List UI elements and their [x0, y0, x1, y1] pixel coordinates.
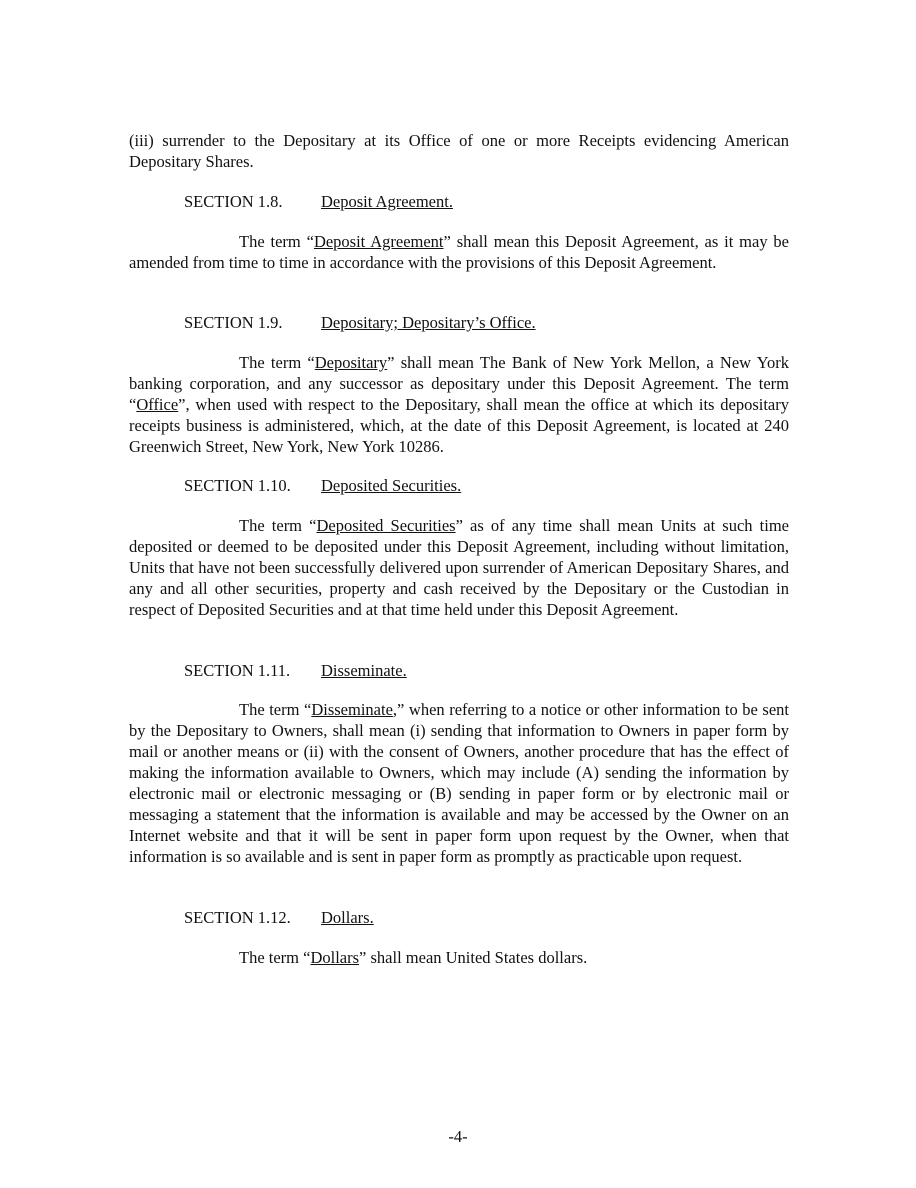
definition-text: ” shall mean this Deposit Agreement, as it may be amended from time to time in accordance with the provisions of this Deposit Agreement.: [129, 232, 790, 272]
section-number: SECTION 1.8.: [184, 192, 283, 211]
defined-term: Disseminate: [311, 700, 393, 719]
section-1-12-definition: [129, 947, 789, 968]
definition-text: The term “: [239, 232, 314, 251]
section-title: Depositary; Depositary’s Office.: [321, 313, 536, 332]
section-1-8-definition: [129, 231, 789, 273]
section-1-10-definition: [129, 515, 789, 620]
section-title: Disseminate.: [321, 661, 407, 680]
section-title: Deposit Agreement.: [321, 192, 453, 211]
section-1-9-heading: [184, 312, 536, 333]
definition-text: ” as of any time shall mean Units at such time deposited or deemed to be deposited under this Deposit Agreement, including without limitation, Units that have not been successfully delivered upon surrender of American Depositary Shares, and any and all other securities, property and cash received by the Depositary or the Custodian in respect of Deposited Securities and at that time held under this Deposit Agreement.: [129, 516, 790, 619]
section-1-8-heading: [184, 191, 453, 212]
section-1-10-heading: [184, 475, 461, 496]
defined-term: Deposit Agreement: [313, 232, 444, 251]
defined-term: Depositary: [314, 353, 388, 372]
definition-text: The term “: [239, 516, 317, 535]
intro-text: (iii) surrender to the Depositary at its Office of one or more Receipts evidencing American Depositary Shares.: [129, 131, 789, 171]
intro-paragraph: [129, 130, 789, 172]
defined-term: Office: [136, 395, 179, 414]
defined-term: Dollars: [310, 948, 360, 967]
definition-text: ” shall mean United States dollars.: [359, 948, 588, 967]
definition-text: ” shall mean The Bank of New York Mellon, a New York banking corporation, and any successor as depositary under this Deposit Agreement. The term “: [129, 353, 789, 414]
section-title: Deposited Securities.: [321, 476, 462, 495]
definition-text: The term “: [239, 948, 311, 967]
section-number: SECTION 1.9.: [184, 313, 283, 332]
definition-text: The term “: [239, 353, 315, 372]
definition-text: ”, when used with respect to the Depositary, shall mean the office at which its depositary receipts business is administered, which, at the date of this Deposit Agreement, is located at 240 Greenwich Street, New York, New York 10286.: [129, 395, 789, 456]
definition-text: The term “: [239, 700, 312, 719]
section-1-9-definition: [129, 352, 789, 457]
section-number: SECTION 1.11.: [184, 661, 291, 680]
section-1-11-heading: [184, 660, 407, 681]
section-number: SECTION 1.12.: [184, 908, 291, 927]
definition-text: ,” when referring to a notice or other information to be sent by the Depositary to Owners, shall mean (i) sending that information to Owners in paper form by mail or another means or (ii) with the consent of Owners, another procedure that has the effect of making the information available to Owners, which may include (A) sending the information by electronic mail or electronic messaging or (B) sending in paper form or by electronic mail or messaging a statement that the information is available and may be accessed by the Owner on an Internet website and that it will be sent in paper form upon request by the Owner, when that information is so available and is sent in paper form as promptly as practicable upon request.: [129, 700, 789, 866]
page-number: -4-: [448, 1127, 468, 1146]
section-number: SECTION 1.10.: [184, 476, 291, 495]
section-title: Dollars.: [321, 908, 374, 927]
section-1-11-definition: [129, 699, 789, 867]
section-1-12-heading: [184, 907, 374, 928]
defined-term: Deposited Securities: [316, 516, 456, 535]
